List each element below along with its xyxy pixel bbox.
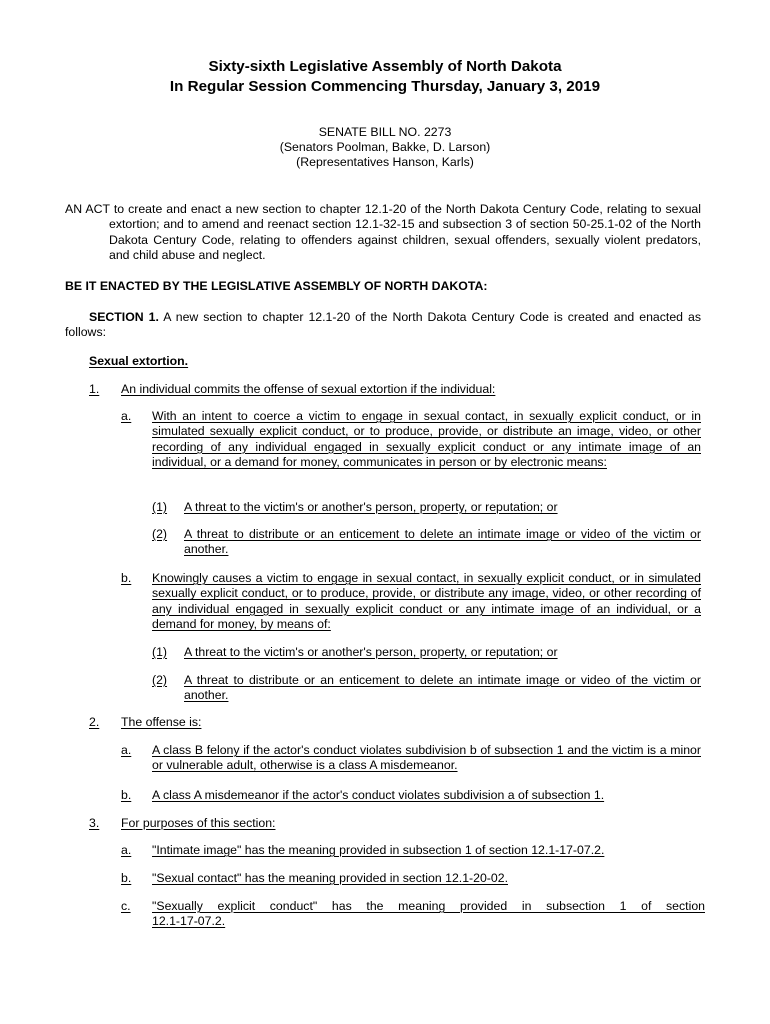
subdivision-2b-label: b. bbox=[121, 788, 132, 802]
paragraph-1b2-label: (2) bbox=[152, 673, 168, 687]
subdivision-2b-text: A class A misdemeanor if the actor's conduct violates subdivision a of subsection 1. bbox=[152, 788, 605, 802]
subdivision-3b-text: "Sexual contact" has the meaning provided in section 12.1-20-02. bbox=[152, 871, 508, 885]
subdivision-3b-label: b. bbox=[121, 871, 132, 885]
paragraph-1a1-text: A threat to the victim's or another's person, property, or reputation; or bbox=[184, 500, 558, 514]
subsection-2-text: The offense is: bbox=[121, 715, 202, 729]
subdivision-3c-text-line-2: 12.1-17-07.2. bbox=[152, 914, 226, 928]
section-1-text: A new section to chapter 12.1-20 of the North Dakota Century Code is created and enacted as follows: bbox=[65, 310, 701, 340]
section-1-label: SECTION 1. bbox=[89, 310, 159, 324]
paragraph-1a1-label: (1) bbox=[152, 500, 168, 514]
subsection-3-text: For purposes of this section: bbox=[121, 816, 276, 830]
section-1-paragraph bbox=[65, 310, 701, 341]
subsection-2-number: 2. bbox=[89, 715, 100, 729]
subdivision-3c-label: c. bbox=[121, 899, 131, 913]
bill-number: SENATE BILL NO. 2273 bbox=[318, 125, 452, 139]
section-heading: Sexual extortion. bbox=[89, 354, 189, 368]
subdivision-3c-text-line-1: "Sexually explicit conduct" has the meaning provided in subsection 1 of section bbox=[152, 899, 705, 913]
subsection-1-text: An individual commits the offense of sexual extortion if the individual: bbox=[121, 382, 496, 396]
paragraph-1a2-text: A threat to distribute or an enticement to delete an intimate image or video of the victim or another. bbox=[184, 527, 701, 557]
subsection-1-number: 1. bbox=[89, 382, 100, 396]
paragraph-1b1-text: A threat to the victim's or another's person, property, or reputation; or bbox=[184, 645, 558, 659]
title-line-1: Sixty-sixth Legislative Assembly of North Dakota bbox=[208, 58, 562, 75]
paragraph-1b1-label: (1) bbox=[152, 645, 168, 659]
subdivision-2a-label: a. bbox=[121, 743, 132, 757]
representatives-list: (Representatives Hanson, Karls) bbox=[296, 155, 474, 169]
subdivision-2a-text: A class B felony if the actor's conduct violates subdivision b of subsection 1 and the victim is a minor or vulnerable adult, otherwise is a class A misdemeanor. bbox=[152, 743, 701, 773]
paragraph-1a2-label: (2) bbox=[152, 527, 168, 541]
subdivision-1a-label: a. bbox=[121, 409, 132, 423]
title-line-2: In Regular Session Commencing Thursday, January 3, 2019 bbox=[169, 78, 601, 95]
subdivision-1a-text: With an intent to coerce a victim to engage in sexual contact, in sexually explicit conduct, or in simulated sexually explicit conduct, or to produce, provide, or distribute an image, video, or other recording of any individual engaged in sexually explicit conduct or any intimate image of an individual, or a demand for money, communicates in person or by electronic means: bbox=[152, 409, 701, 470]
subdivision-3a-label: a. bbox=[121, 843, 132, 857]
subdivision-1b-label: b. bbox=[121, 571, 132, 585]
act-title: AN ACT to create and enact a new section to chapter 12.1-20 of the North Dakota Century Code, relating to sexual extortion; and to amend and reenact section 12.1-32-15 and subsection 3 of section 50-25.1-02 of the North Dakota Century Code, relating to offenders against children, sexual offenders, sexually violent predators, and child abuse and neglect. bbox=[65, 202, 701, 263]
enacting-clause: BE IT ENACTED BY THE LEGISLATIVE ASSEMBLY OF NORTH DAKOTA: bbox=[65, 279, 488, 293]
subdivision-3a-text: "Intimate image" has the meaning provided in subsection 1 of section 12.1-17-07.2. bbox=[152, 843, 605, 857]
subsection-3-number: 3. bbox=[89, 816, 100, 830]
senators-list: (Senators Poolman, Bakke, D. Larson) bbox=[279, 140, 491, 154]
subdivision-1b-text: Knowingly causes a victim to engage in sexual contact, in sexually explicit conduct, or in simulated sexually explicit conduct, or to produce, provide, or distribute any image, video, or other recording of any individual engaged in sexually explicit conduct or any intimate image of an individual, or a demand for money, by means of: bbox=[152, 571, 701, 632]
paragraph-1b2-text: A threat to distribute or an enticement to delete an intimate image or video of the victim or another. bbox=[184, 673, 701, 703]
